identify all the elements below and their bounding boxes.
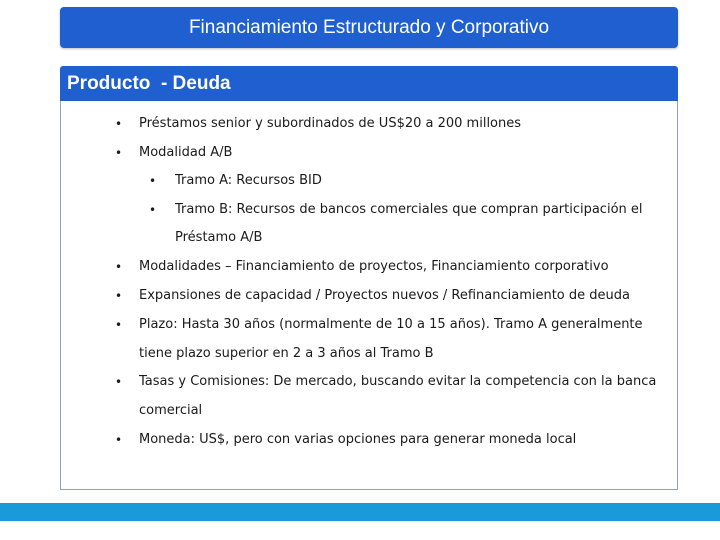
bullet-icon: • — [115, 433, 123, 447]
bullet-text: Moneda: US$, pero con varias opciones para generar moneda local — [139, 432, 577, 447]
bullet-text-continuation: comercial — [139, 403, 203, 418]
slide-title: Financiamiento Estructurado y Corporativo — [60, 7, 678, 48]
bullet-icon: • — [115, 375, 123, 389]
bullet-text: Modalidades – Financiamiento de proyectos, Financiamiento corporativo — [139, 259, 609, 274]
bullet-text: Plazo: Hasta 30 años (normalmente de 10 a 15 años). Tramo A generalmente — [139, 317, 643, 332]
bullet-text: Expansiones de capacidad / Proyectos nuevos / Refinanciamiento de deuda — [139, 288, 630, 303]
section-header: Producto - Deuda — [60, 66, 678, 101]
bullet-icon: • — [115, 117, 123, 131]
footer-bar — [0, 503, 720, 521]
bullet-icon: • — [115, 318, 123, 332]
bullet-text: Préstamos senior y subordinados de US$20 a 200 millones — [139, 116, 522, 131]
bullet-icon: • — [115, 260, 123, 274]
sub-bullet-icon: • — [149, 203, 157, 217]
bullet-text-continuation: tiene plazo superior en 2 a 3 años al Tramo B — [139, 346, 434, 361]
sub-bullet-icon: • — [149, 174, 157, 188]
bullet-text: Modalidad A/B — [139, 145, 233, 160]
bullet-icon: • — [115, 146, 123, 160]
sub-bullet-text-continuation: Préstamo A/B — [175, 230, 263, 245]
sub-bullet-text: Tramo B: Recursos de bancos comerciales que compran participación el — [175, 202, 643, 217]
sub-bullet-text: Tramo A: Recursos BID — [175, 173, 322, 188]
bullet-text: Tasas y Comisiones: De mercado, buscando evitar la competencia con la banca — [139, 374, 657, 389]
bullet-icon: • — [115, 289, 123, 303]
